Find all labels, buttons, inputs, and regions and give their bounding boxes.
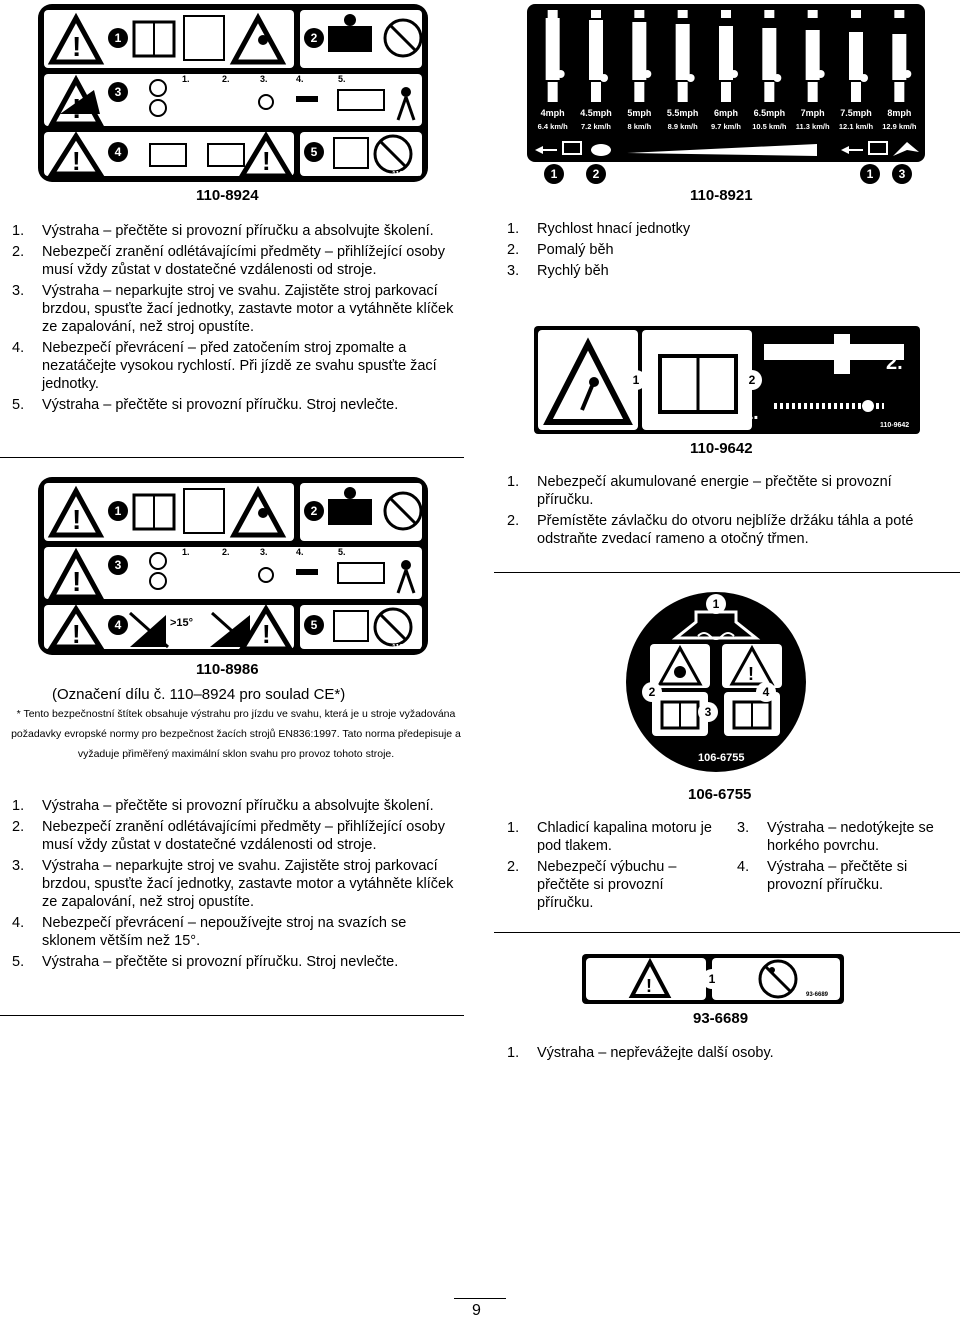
slope-label: >15°	[170, 617, 194, 629]
step-label: 5.	[338, 547, 346, 557]
speed-cylinder-icon	[589, 10, 608, 102]
callout-1: 1	[108, 28, 128, 48]
legend-item: 1. Výstraha – přečtěte si provozní příručku a absolvujte školení.	[12, 223, 434, 239]
svg-text:!: !	[262, 619, 271, 649]
speed-kmh: 11.3 km/h	[795, 122, 830, 131]
legend-item: 4. Výstraha – přečtěte si provozní příručku.	[737, 859, 908, 893]
decal-part-number: 93-6689	[693, 1010, 749, 1027]
legend-item: 1. Nebezpečí akumulované energie – přečtěte si provozní příručku.	[507, 474, 892, 508]
callout-3: 3	[892, 164, 912, 184]
callout-1: 1	[544, 164, 564, 184]
speed-mph: 6.5mph	[753, 108, 786, 118]
footer-rule	[454, 1298, 506, 1299]
decal-110-9642-legend	[507, 473, 947, 551]
step-label: 2.	[886, 352, 903, 374]
callout-2: 2	[642, 682, 662, 702]
callout-4: 4	[108, 142, 128, 162]
step-label: 3.	[260, 74, 268, 84]
decal-part-number: 106-6755	[688, 786, 752, 803]
speed-label	[618, 108, 661, 131]
legend-item: 2. Nebezpečí výbuchu – přečtěte si provozní příručku.	[507, 859, 677, 911]
speed-label	[661, 108, 704, 131]
decal-pictograms	[38, 477, 428, 655]
speed-mph: 5mph	[627, 108, 652, 118]
legend-item: 3. Výstraha – neparkujte stroj ve svahu. Zajistěte stroj parkovací brzdou, spusťte žací jednotky, zastavte motor a vytáhněte klíček ze zapalování, než stroj opustíte.	[12, 283, 454, 335]
legend-item: 2. Nebezpečí zranění odlétávajícími předměty – přihlížející osoby musí vždy zůstat v dostatečné vzdálenosti od stroje.	[12, 244, 445, 278]
step-label: 3.	[260, 547, 268, 557]
speed-label	[878, 108, 921, 131]
speed-kmh: 10.5 km/h	[752, 122, 787, 131]
callout-1: 1	[706, 594, 726, 614]
legend-item: 4. Nebezpečí převrácení – před zatočením stroj zpomalte a nezatáčejte vysokou rychlostí. Při jízdě ze svahu spusťte žací jednotky.	[12, 340, 437, 392]
decal-pictograms	[534, 326, 920, 434]
speed-cylinder-icon	[849, 10, 868, 102]
legend-item: 3. Rychlý běh	[507, 263, 609, 279]
decal-110-8921-legend	[507, 220, 927, 283]
svg-text:!: !	[72, 146, 81, 176]
speed-label	[748, 108, 791, 131]
step-label: 2.	[222, 74, 230, 84]
decal-106-6755-image	[626, 592, 806, 772]
step-label: 5.	[338, 74, 346, 84]
legend-item: 2. Pomalý běh	[507, 242, 614, 258]
speed-cylinder-icon	[806, 10, 825, 102]
speed-cylinder-icon	[632, 10, 651, 102]
speed-direction-icons	[527, 138, 925, 162]
decal-106-6755-legend-right	[737, 819, 952, 897]
decal-subtitle: (Označení dílu č. 110–8924 pro soulad CE*)	[52, 686, 346, 703]
speed-mph: 7.5mph	[840, 108, 872, 118]
step-label: 1.	[182, 74, 190, 84]
speed-label	[791, 108, 834, 131]
speed-cylinder-icon	[676, 10, 695, 102]
speed-mph: 4.5mph	[580, 108, 612, 118]
step-label: 1.	[182, 547, 190, 557]
speed-kmh: 12.1 km/h	[838, 122, 874, 131]
legend-item: 1. Chladicí kapalina motoru je pod tlakem.	[507, 820, 712, 854]
callout-4: 4	[108, 615, 128, 635]
callout-1: 1	[108, 501, 128, 521]
decal-93-6689-image	[582, 954, 844, 1004]
callout-3: 3	[698, 702, 718, 722]
svg-text:!: !	[72, 619, 81, 649]
speed-kmh: 8.9 km/h	[667, 122, 698, 131]
decal-110-8924-legend	[12, 222, 462, 417]
svg-text:!: !	[72, 31, 82, 62]
separator	[494, 932, 960, 933]
legend-item: 3. Výstraha – neparkujte stroj ve svahu. Zajistěte stroj parkovací brzdou, spusťte žací jednotky, zastavte motor a vytáhněte klíček ze zapalování, než stroj opustíte.	[12, 858, 454, 910]
decal-code-tag: 110-8924	[392, 171, 422, 178]
speed-labels	[531, 108, 921, 138]
svg-text:!: !	[72, 504, 82, 535]
speed-kmh: 9.7 km/h	[710, 122, 741, 131]
callout-1: 1	[702, 969, 722, 989]
callout-3: 3	[108, 82, 128, 102]
speed-kmh: 12.9 km/h	[882, 122, 917, 131]
decal-part-number: 110-8921	[690, 187, 753, 204]
decal-110-8921-image	[527, 4, 925, 162]
decal-note: * Tento bezpečnostní štítek obsahuje výstrahu pro jízdu ve svahu, která je u stroje vyžadována požadavky evropské normy pro bezpečnost žacích strojů EN836:1997. Tato norma předepisuje a vyžaduje přiměřený maximální sklon svahu pro provoz tohoto stroje.	[11, 708, 461, 760]
legend-item: 2. Nebezpečí zranění odlétávajícími předměty – přihlížející osoby musí vždy zůstat v dostatečné vzdálenosti od stroje.	[12, 819, 445, 853]
speed-kmh: 7.2 km/h	[580, 122, 611, 131]
speed-cylinder-icon	[546, 10, 565, 102]
step-label: 2.	[222, 547, 230, 557]
callout-2: 2	[586, 164, 606, 184]
decal-110-9642-image	[534, 326, 920, 434]
speed-kmh: 6.4 km/h	[537, 122, 568, 131]
decal-code-tag: 110-9642	[880, 422, 910, 429]
svg-text:!: !	[72, 566, 82, 597]
speed-mph: 8mph	[887, 108, 912, 118]
legend-item: 1. Výstraha – přečtěte si provozní příručku a absolvujte školení.	[12, 798, 434, 814]
step-label: 4.	[296, 547, 304, 557]
decal-code-tag: 110-8986	[392, 644, 422, 651]
speed-label	[574, 108, 617, 131]
speed-cylinder-icon	[719, 10, 738, 102]
callout-4: 4	[756, 682, 776, 702]
legend-item: 4. Nebezpečí převrácení – nepoužívejte stroj na svazích se sklonem větším než 15°.	[12, 915, 407, 949]
callout-1: 1	[626, 370, 646, 390]
svg-text:!: !	[646, 976, 652, 996]
decal-code-tag: 93-6689	[806, 992, 829, 998]
step-label: 4.	[296, 74, 304, 84]
callout-2: 2	[742, 370, 762, 390]
speed-cylinder-icon	[762, 10, 781, 102]
page-number: 9	[472, 1302, 481, 1319]
speed-label	[704, 108, 747, 131]
callout-2: 2	[304, 501, 324, 521]
step-label: 1.	[742, 402, 759, 424]
callout-2: 2	[304, 28, 324, 48]
legend-item: 2. Přemístěte závlačku do otvoru nejblíže držáku táhla a poté odstraňte zvedací rameno a otočný třmen.	[507, 513, 914, 547]
legend-item: 3. Výstraha – nedotýkejte se horkého povrchu.	[737, 820, 934, 854]
speed-mph: 7mph	[800, 108, 825, 118]
decal-106-6755-legend-left	[507, 819, 719, 915]
decal-110-8986-image	[38, 477, 428, 655]
speed-label	[531, 108, 574, 131]
separator	[494, 572, 960, 573]
decal-code-tag: 106-6755	[698, 752, 745, 764]
decal-93-6689-legend	[507, 1044, 947, 1065]
callout-3: 3	[108, 555, 128, 575]
callout-1: 1	[860, 164, 880, 184]
decal-part-number: 110-8986	[196, 661, 259, 678]
speed-mph: 6mph	[713, 108, 738, 118]
legend-item: 5. Výstraha – přečtěte si provozní příručku. Stroj nevlečte.	[12, 954, 399, 970]
separator	[0, 457, 464, 458]
speed-mph: 5.5mph	[666, 108, 699, 118]
decal-part-number: 110-8924	[196, 187, 259, 204]
decal-110-8986-legend	[12, 797, 462, 974]
legend-item: 1. Výstraha – nepřevážejte další osoby.	[507, 1045, 774, 1061]
callout-5: 5	[304, 142, 324, 162]
speed-cylinder-icon	[892, 10, 911, 102]
speed-kmh: 8 km/h	[627, 122, 652, 131]
svg-text:!: !	[262, 146, 271, 176]
svg-text:!: !	[748, 664, 754, 684]
decal-110-8924-image	[38, 4, 428, 182]
speed-label	[834, 108, 877, 131]
callout-5: 5	[304, 615, 324, 635]
speed-mph: 4mph	[540, 108, 565, 118]
legend-item: 5. Výstraha – přečtěte si provozní příručku. Stroj nevlečte.	[12, 397, 399, 413]
legend-item: 1. Rychlost hnací jednotky	[507, 221, 691, 237]
separator	[0, 1015, 464, 1016]
decal-pictograms	[38, 4, 428, 182]
decal-part-number: 110-9642	[690, 440, 753, 457]
